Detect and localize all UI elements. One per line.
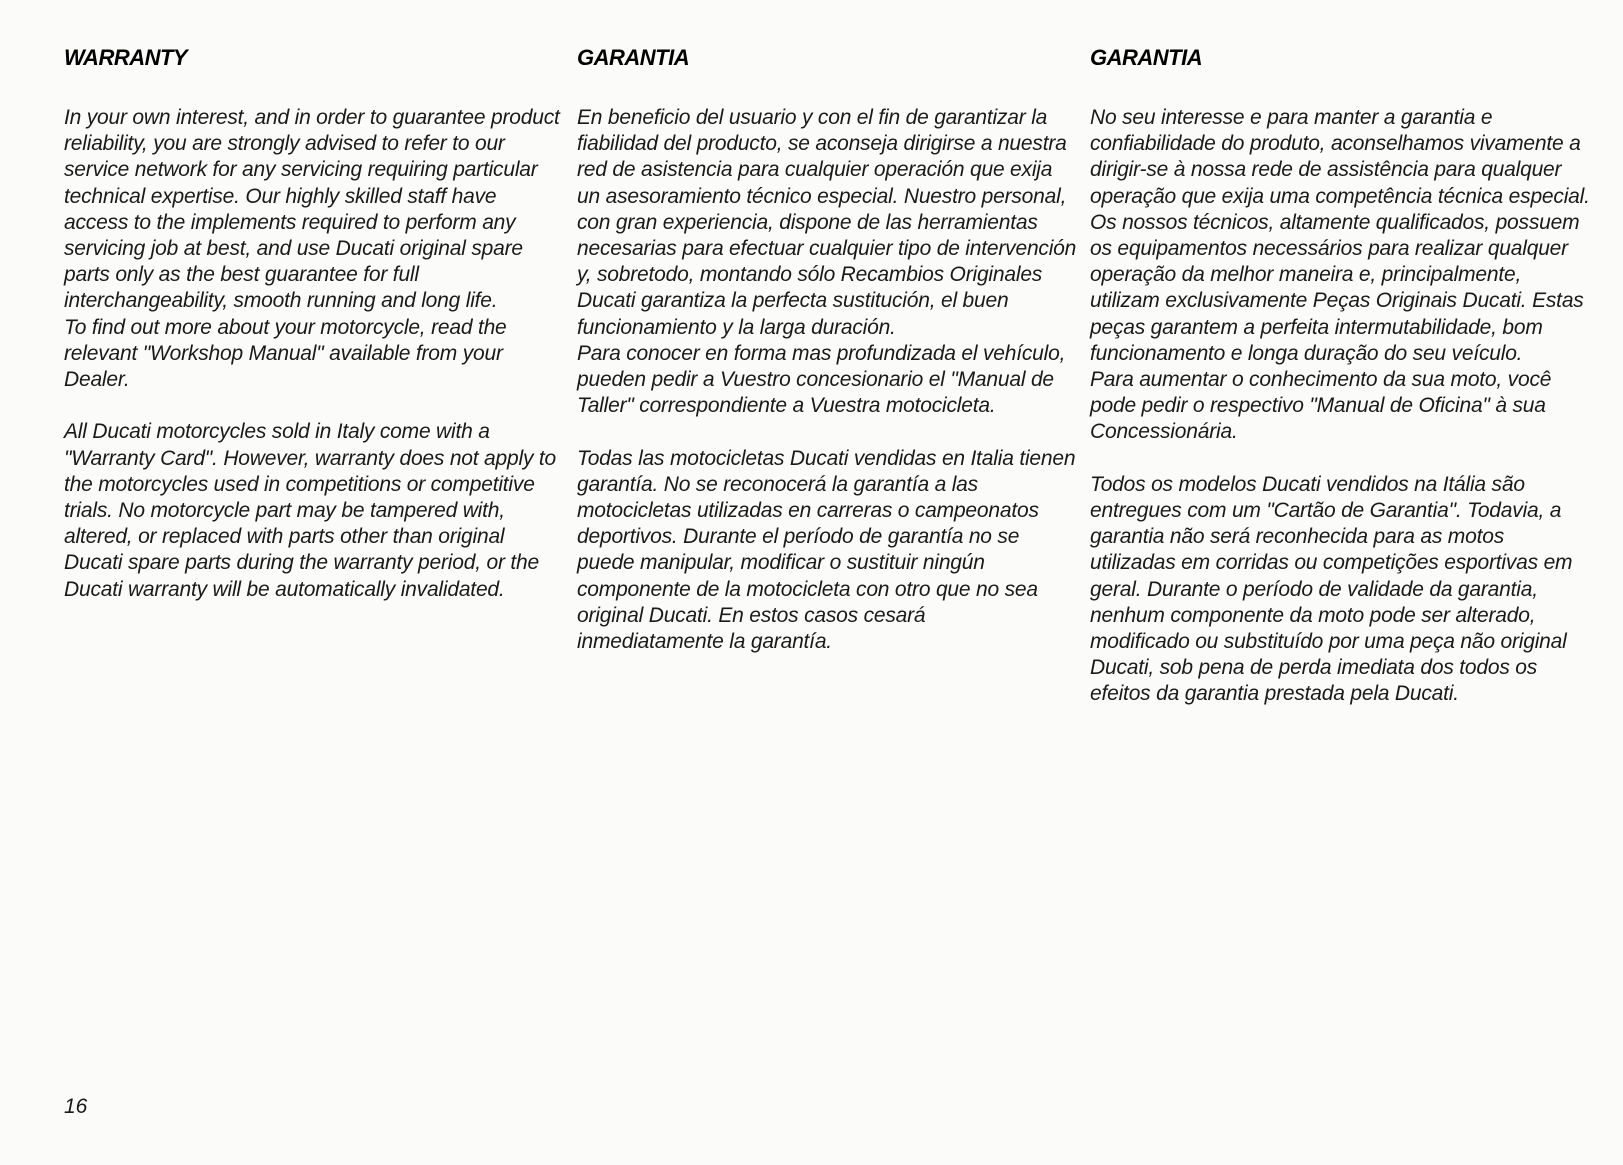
paragraph-gap [64, 393, 564, 419]
page-number: 16 [64, 1095, 88, 1118]
column-spanish [577, 44, 1077, 655]
heading-garantia-pt: GARANTIA [1090, 45, 1203, 70]
heading-garantia-es: GARANTIA [577, 45, 690, 70]
paragraph-gap [1090, 446, 1590, 472]
paragraph: Todas las motocicletas Ducati vendidas en Italia tienen garantía. No se reconocerá la garantía a las motocicletas utilizadas en carreras o campeonatos deportivos. Durante el período de garantía no se puede manipular, modificar o sustituir ningún componente de la motocicleta con otro que no sea original Ducati. En estos casos cesará inmediatamente la garantía. [577, 446, 1076, 654]
paragraph: In your own interest, and in order to guarantee product reliability, you are strongly advised to refer to our service network for any servicing requiring particular technical expertise. Our highly skilled staff have access to the implements required to perform any servicing job at best, and use Ducati original spare parts only as the best guarantee for full interchangeability, smooth running and long life. [64, 106, 560, 313]
paragraph: All Ducati motorcycles sold in Italy come with a "Warranty Card". However, warranty does not apply to the motorcycles used in competitions or competitive trials. No motorcycle part may be tampered with, altered, or replaced with parts other than original Ducati spare parts during the warranty period, or the Ducati warranty will be automatically invalidated. [64, 420, 557, 601]
body-text-english [64, 105, 564, 603]
heading-warranty: WARRANTY [64, 45, 188, 70]
body-text-spanish [577, 105, 1077, 655]
paragraph-gap [577, 419, 1077, 445]
paragraph: Para aumentar o conhecimento da sua moto, você pode pedir o respectivo "Manual de Oficina" à sua Concessionária. [1090, 368, 1552, 444]
column-portuguese [1090, 44, 1590, 708]
paragraph: En beneficio del usuario y con el fin de garantizar la fiabilidad del producto, se aconseja dirigirse a nuestra red de asistencia para cualquier operación que exija un asesoramiento técnico especial. Nuestro personal, con gran experiencia, dispone de las herramientas necesarias para efectuar cualquier tipo de intervención y, sobretodo, montando sólo Recambios Originales Ducati garantiza la perfecta sustitución, el buen funcionamiento y la larga duración. [577, 106, 1077, 339]
paragraph: Para conocer en forma mas profundizada el vehículo, pueden pedir a Vuestro concesionario el "Manual de Taller" correspondiente a Vuestra motocicleta. [577, 341, 1066, 418]
paragraph: Os nossos técnicos, altamente qualificados, possuem os equipamentos necessários para realizar qualquer operação da melhor maneira e, principalmente, utilizam exclusivamente Peças Originais Ducati. Estas peças garantem a perfeita intermutabilidade, bom funcionamento e longa duração do seu veículo. [1090, 210, 1584, 365]
column-english [64, 44, 564, 603]
paragraph: Todos os modelos Ducati vendidos na Itália são entregues com um "Cartão de Garantia". Todavia, a garantia não será reconhecida para as motos utilizadas em corridas ou competições esportivas em geral. Durante o período de validade da garantia, nenhum componente da moto pode ser alterado, modificado ou substituído por uma peça não original Ducati, sob pena de perda imediata dos todos os efeitos da garantia prestada pela Ducati. [1090, 472, 1573, 706]
body-text-portuguese [1090, 105, 1590, 708]
paragraph: No seu interesse e para manter a garantia e confiabilidade do produto, aconselhamos vivamente a dirigir-se à nossa rede de assistência para qualquer operação que exija uma competência técnica especial. [1090, 106, 1590, 208]
paragraph: To find out more about your motorcycle, read the relevant "Workshop Manual" available from your Dealer. [64, 315, 507, 392]
